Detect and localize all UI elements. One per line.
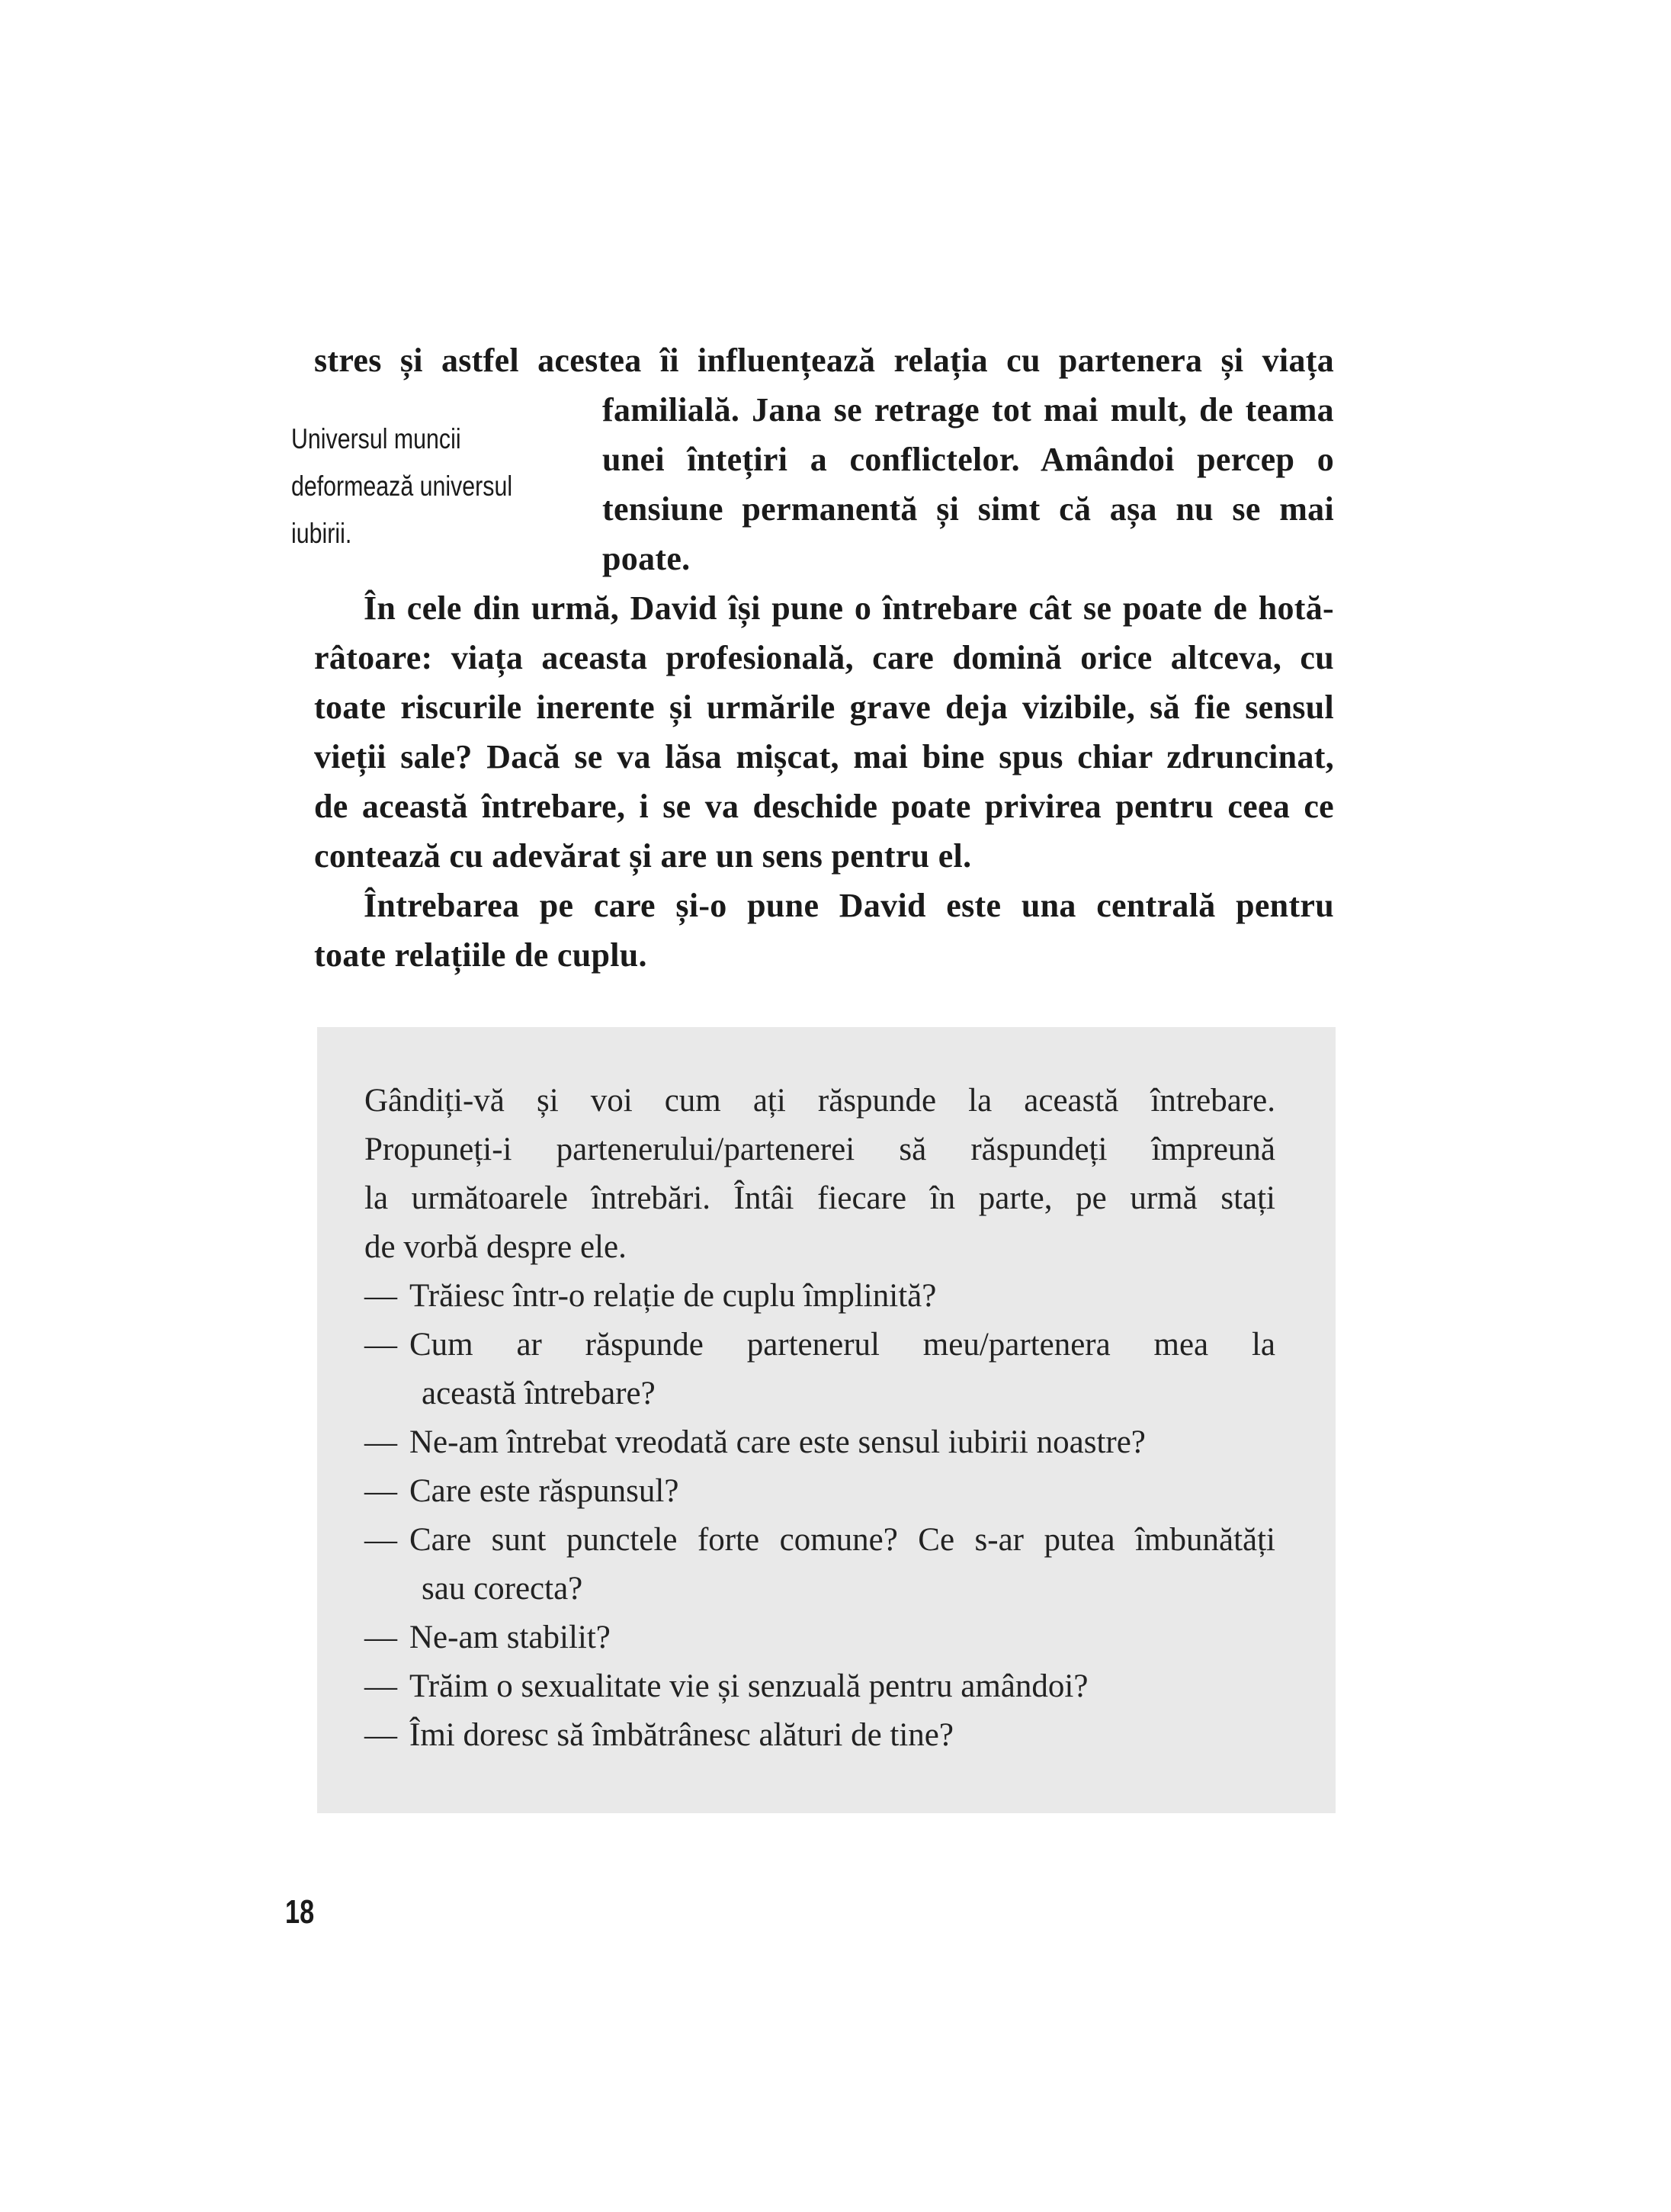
em-dash-bullet-icon: — [364, 1620, 397, 1655]
question-item: Care este răspunsul? [409, 1473, 679, 1509]
question-item: Trăiesc într-o relație de cuplu împlinită? [409, 1278, 937, 1314]
body-line: de această întrebare, i se va deschide poate privirea pentru ceea ce [314, 788, 1334, 825]
em-dash-bullet-icon: — [364, 1522, 397, 1558]
question-item-continuation: sau corecta? [422, 1571, 583, 1607]
body-line: unei întețiri a conflictelor. Amândoi percep o [602, 441, 1334, 478]
body-line: stres și astfel acestea îi influențează relația cu partenera și viața [314, 342, 1334, 379]
question-item: Ne-am stabilit? [409, 1620, 611, 1655]
exercise-intro-line: la următoarele întrebări. Întâi fiecare în parte, pe urmă stați [364, 1180, 1275, 1216]
paragraph-start: Întrebarea pe care și-o pune David este una centrală pentru [364, 887, 1334, 924]
question-item: Trăim o sexualitate vie și senzuală pentru amândoi? [409, 1668, 1089, 1704]
em-dash-bullet-icon: — [364, 1424, 397, 1460]
margin-note-line: Universul muncii [291, 423, 461, 454]
body-line: familială. Jana se retrage tot mai mult, de teama [602, 391, 1334, 429]
question-item-continuation: această întrebare? [422, 1376, 656, 1411]
body-line: toate riscurile inerente și urmările grave deja vizibile, să fie sensul [314, 689, 1334, 726]
exercise-intro-line: de vorbă despre ele. [364, 1229, 627, 1265]
em-dash-bullet-icon: — [364, 1278, 397, 1314]
margin-note-line: deformează universul [291, 470, 513, 502]
em-dash-bullet-icon: — [364, 1668, 397, 1704]
question-item: Cum ar răspunde partenerul meu/partenera mea la [409, 1327, 1275, 1363]
body-line: poate. [602, 540, 691, 577]
exercise-intro-line: Gândiți-vă și voi cum ați răspunde la această întrebare. [364, 1083, 1275, 1119]
page-number: 18 [285, 1893, 315, 1931]
em-dash-bullet-icon: — [364, 1327, 397, 1363]
em-dash-bullet-icon: — [364, 1473, 397, 1509]
margin-note-line: iubirii. [291, 518, 352, 549]
body-line: râtoare: viața aceasta profesională, care domină orice altceva, cu [314, 639, 1334, 676]
exercise-intro-line: Propuneți-i partenerului/partenerei să răspundeți împreună [364, 1132, 1275, 1167]
question-item: Îmi doresc să îmbătrânesc alături de tine? [409, 1717, 954, 1753]
em-dash-bullet-icon: — [364, 1717, 397, 1753]
body-line: contează cu adevărat și are un sens pentru el. [314, 837, 972, 875]
paragraph-start: În cele din urmă, David își pune o întrebare cât se poate de hotă- [364, 589, 1334, 627]
body-line: tensiune permanentă și simt că așa nu se mai [602, 490, 1334, 528]
question-item: Ne-am întrebat vreodată care este sensul iubirii noastre? [409, 1424, 1146, 1460]
body-line: vieții sale? Dacă se va lăsa mișcat, mai bine spus chiar zdruncinat, [314, 738, 1334, 775]
question-item: Care sunt punctele forte comune? Ce s-ar putea îmbunătăți [409, 1522, 1275, 1558]
body-line: toate relațiile de cuplu. [314, 936, 647, 974]
